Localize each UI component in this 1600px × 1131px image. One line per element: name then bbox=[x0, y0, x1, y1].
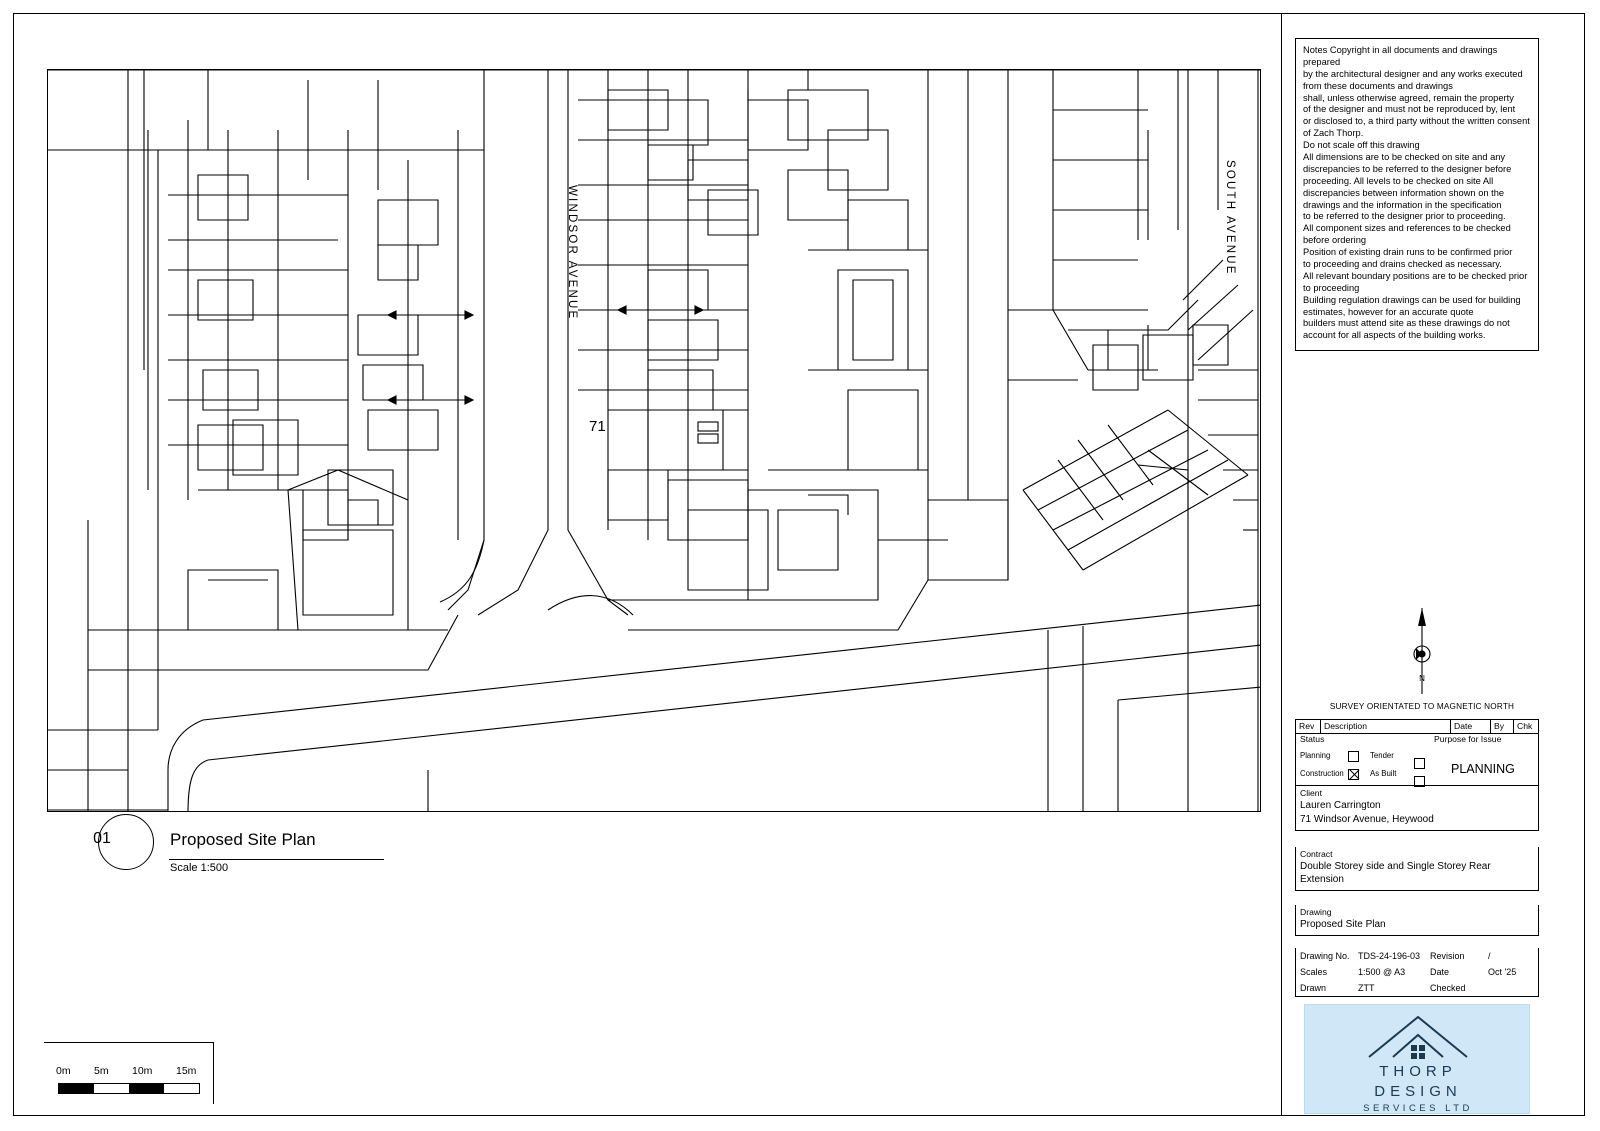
status-label: Status bbox=[1300, 734, 1325, 744]
client-address: 71 Windsor Avenue, Heywood bbox=[1300, 814, 1434, 825]
plot-number-label: 71 bbox=[589, 418, 606, 435]
info-row-drawn bbox=[1296, 980, 1538, 996]
status-block bbox=[1295, 732, 1539, 786]
info-row-drawing-no bbox=[1296, 948, 1538, 964]
scale-tick-5: 5m bbox=[94, 1065, 109, 1077]
note-line: All dimensions are to be checked on site and any discrepancies to be referred to the designer before bbox=[1303, 152, 1512, 174]
revision-value: / bbox=[1488, 951, 1491, 961]
client-block bbox=[1295, 786, 1539, 831]
note-line: builders must attend site as these drawings do not bbox=[1303, 318, 1510, 329]
logo-line-1: THORP bbox=[1379, 1063, 1457, 1080]
revision-col-date: Date bbox=[1451, 720, 1491, 733]
revision-col-by: By bbox=[1491, 720, 1514, 733]
note-line: account for all aspects of the building works. bbox=[1303, 330, 1486, 341]
purpose-value: PLANNING bbox=[1451, 762, 1515, 776]
purpose-label: Purpose for Issue bbox=[1434, 734, 1502, 744]
drawing-info-grid bbox=[1295, 948, 1539, 997]
status-checkbox-planning[interactable] bbox=[1348, 751, 1359, 762]
status-checkbox-construction[interactable] bbox=[1348, 769, 1359, 780]
note-line: to proceeding and drains checked as necessary. bbox=[1303, 259, 1502, 270]
date-value: Oct '25 bbox=[1488, 967, 1517, 977]
status-checkbox-tender[interactable] bbox=[1414, 758, 1425, 769]
status-option-label-tender: Tender bbox=[1370, 751, 1394, 760]
drawing-label: Drawing bbox=[1300, 907, 1332, 917]
client-label: Client bbox=[1300, 788, 1322, 798]
site-plan-map[interactable] bbox=[47, 69, 1261, 812]
note-line: by the architectural designer and any works executed from these documents and drawings bbox=[1303, 68, 1523, 91]
revision-label: Revision bbox=[1430, 951, 1465, 961]
contract-label: Contract bbox=[1300, 849, 1333, 859]
view-name: Proposed Site Plan bbox=[170, 830, 316, 849]
revision-col-desc: Description bbox=[1321, 720, 1451, 733]
logo-line-3: SERVICES LTD bbox=[1363, 1103, 1473, 1114]
scale-bar bbox=[44, 1042, 214, 1104]
company-logo bbox=[1304, 1004, 1530, 1114]
north-caption: SURVEY ORIENTATED TO MAGNETIC NORTH bbox=[1329, 702, 1515, 711]
site-plan-linework bbox=[48, 70, 1261, 812]
date-label: Date bbox=[1430, 967, 1450, 977]
drawing-area bbox=[22, 22, 1270, 1107]
north-letter-text: N bbox=[1419, 674, 1425, 683]
note-line: of the designer and must not be reproduced by, lent bbox=[1303, 104, 1516, 115]
drawn-value: ZTT bbox=[1358, 983, 1375, 993]
note-line: shall, unless otherwise agreed, remain the property bbox=[1303, 92, 1514, 103]
drawing-no-label: Drawing No. bbox=[1300, 951, 1350, 961]
note-line: proceeding. All levels to be checked on site All discrepancies between information shown on the drawings and the information in the specification bbox=[1303, 175, 1505, 210]
title-block-panel bbox=[1281, 14, 1585, 1116]
note-line: Building regulation drawings can be used for building estimates, however for an accurate quote bbox=[1303, 294, 1521, 317]
info-row-scales bbox=[1296, 964, 1538, 980]
view-title-block bbox=[74, 812, 474, 892]
scale-tick-10: 10m bbox=[132, 1065, 153, 1077]
contract-block bbox=[1295, 847, 1539, 891]
status-option-label-asbuilt: As Built bbox=[1370, 769, 1397, 778]
scales-value: 1:500 @ A3 bbox=[1358, 967, 1406, 977]
note-line: to be referred to the designer prior to proceeding. bbox=[1303, 211, 1506, 222]
north-letter bbox=[1402, 674, 1442, 690]
note-line: Notes Copyright in all documents and drawings prepared bbox=[1303, 45, 1498, 67]
scale-tick-15: 15m bbox=[176, 1065, 197, 1077]
revision-col-rev: Rev bbox=[1296, 720, 1321, 733]
drawing-value: Proposed Site Plan bbox=[1300, 919, 1386, 930]
status-option-label-planning: Planning bbox=[1300, 751, 1331, 760]
revision-col-chk: Chk bbox=[1517, 721, 1533, 731]
scale-bar-graphic bbox=[58, 1083, 200, 1094]
note-line: Position of existing drain runs to be confirmed prior bbox=[1303, 247, 1513, 258]
client-name: Lauren Carrington bbox=[1300, 800, 1381, 811]
contract-value: Double Storey side and Single Storey Rear Extension bbox=[1300, 861, 1491, 885]
logo-line-2: DESIGN bbox=[1374, 1083, 1462, 1100]
scale-tick-0: 0m bbox=[56, 1065, 71, 1077]
checked-label: Checked bbox=[1430, 983, 1466, 993]
drawing-no-value: TDS-24-196-03 bbox=[1358, 951, 1421, 961]
street-label-south: SOUTH AVENUE bbox=[1224, 160, 1236, 276]
notes-box bbox=[1295, 38, 1539, 351]
view-scale: Scale 1:500 bbox=[170, 862, 229, 874]
view-title-rule bbox=[169, 859, 384, 860]
drawn-label: Drawn bbox=[1300, 983, 1327, 993]
scales-label: Scales bbox=[1300, 967, 1328, 977]
street-label-windsor: WINDSOR AVENUE bbox=[566, 185, 578, 321]
note-line: All component sizes and references to be checked before ordering bbox=[1303, 223, 1511, 246]
view-number: 01 bbox=[93, 830, 111, 847]
note-line: or disclosed to, a third party without the written consent of Zach Thorp. bbox=[1303, 116, 1530, 139]
status-option-label-construction: Construction bbox=[1300, 769, 1344, 778]
drawing-block bbox=[1295, 905, 1539, 936]
note-line: Do not scale off this drawing bbox=[1303, 140, 1420, 151]
note-line: All relevant boundary positions are to be checked prior to proceeding bbox=[1303, 270, 1528, 293]
